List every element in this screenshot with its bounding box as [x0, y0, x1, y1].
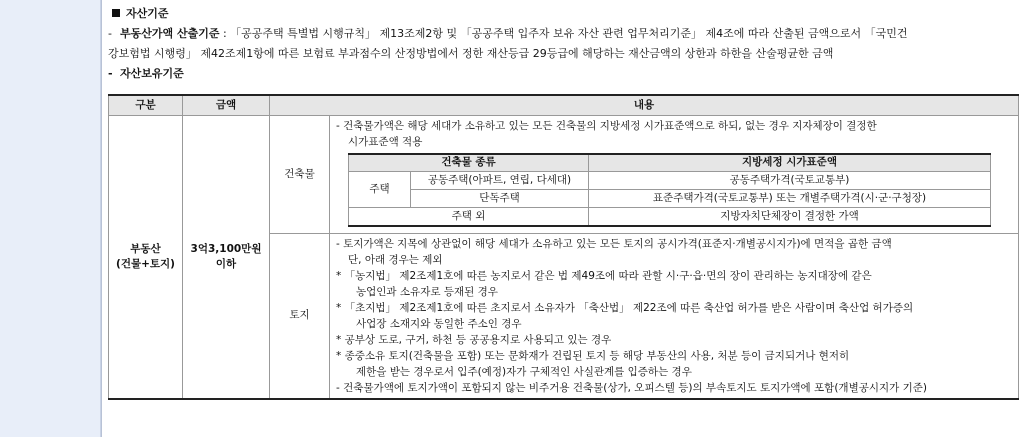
amount-line-1: 3억3,100만원	[190, 242, 262, 255]
land-description	[336, 236, 1012, 396]
sub-type-cell: 단독주택	[411, 190, 589, 208]
land-desc-line: - 토지가액은 지목에 상관없이 해당 세대가 소유하고 있는 모든 토지의 공시가격(표준지·개별공시지가)에 면적을 곱한 금액	[336, 237, 892, 250]
building-label: 건축물	[270, 115, 330, 233]
building-row	[109, 115, 1019, 233]
sub-standard-cell: 지방자치단체장이 결정한 가액	[589, 208, 991, 226]
section-heading	[108, 6, 169, 22]
document-content	[108, 0, 1018, 437]
sub-standard-cell: 표준주택가격(국토교통부) 또는 개별주택가격(시·군·구청장)	[589, 190, 991, 208]
asset-criteria-table	[108, 94, 1019, 400]
land-desc-line: 단, 아래 경우는 제외	[348, 253, 443, 266]
table-row	[349, 208, 991, 226]
building-content	[330, 115, 1019, 233]
category-line-2: (건물+토지)	[116, 257, 175, 270]
building-desc-1: - 건축물가액은 해당 세대가 소유하고 있는 모든 건축물의 지방세정 시가표준액으로 하되, 없는 경우 지자체장이 결정한	[336, 119, 877, 132]
header-content: 내용	[270, 95, 1019, 115]
land-desc-line: - 건축물가액에 토지가액이 포함되지 않는 비주거용 건축물(상가, 오피스텔 등)의 부속토지도 토지가액에 포함(개별공시지가 기준)	[336, 381, 927, 394]
table-header-row	[109, 95, 1019, 115]
land-desc-line: * 공부상 도로, 구거, 하천 등 공공용지로 사용되고 있는 경우	[336, 333, 612, 346]
amount-line-2: 이하	[215, 257, 237, 270]
category-line-1: 부동산	[130, 242, 161, 255]
land-desc-line: * 「초지법」 제2조제1호에 따른 초지로서 소유자가 「축산법」 제22조에 따른 축산업 허가를 받은 사람이며 축산업 허가증의	[336, 301, 914, 314]
valuation-basis-line-1: - 부동산가액 산출기준 : 「공공주택 특별법 시행규칙」 제13조제2항 및 「공공주택 입주자 보유 자산 관련 업무처리기준」 제4조에 따라 산출된 금액으로서 「국민건	[108, 27, 908, 40]
sub-header-standard: 지방세정 시가표준액	[589, 154, 991, 172]
land-desc-line: 제한을 받는 경우로서 입주(예정)자가 구체적인 사실관계를 입증하는 경우	[356, 365, 692, 378]
sub-type-cell: 주택 외	[349, 208, 589, 226]
header-amount: 금액	[183, 95, 270, 115]
valuation-basis-text-2: 강보험법 시행령」 제42조제1항에 따른 보험료 부과점수의 산정방법에서 정한 재산등급 29등급에 해당하는 재산금액의 상한과 하한을 산술평균한 금액	[108, 47, 834, 60]
land-desc-line: * 종중소유 토지(건축물을 포함) 또는 문화재가 건립된 토지 등 해당 부동산의 사용, 처분 등이 금지되거나 현저히	[336, 349, 850, 362]
sub-type-cell: 공동주택(아파트, 연립, 다세대)	[411, 172, 589, 190]
land-content	[330, 233, 1019, 399]
sub-header-type: 건축물 종류	[349, 154, 589, 172]
building-type-table	[348, 153, 991, 227]
sub-standard-cell: 공동주택가격(국토교통부)	[589, 172, 991, 190]
land-desc-line: 사업장 소재지와 동일한 주소인 경우	[356, 317, 522, 330]
valuation-basis-line-2	[108, 46, 833, 62]
asset-holding-label: 자산보유기준	[120, 67, 184, 80]
housing-label: 주택	[349, 172, 411, 208]
sub-header-row	[349, 154, 991, 172]
square-bullet-icon	[112, 9, 120, 17]
land-desc-line: * 「농지법」 제2조제1호에 따른 농지로서 같은 법 제49조에 따라 관할 시·구·읍·면의 장이 관리하는 농지대장에 같은	[336, 269, 872, 282]
land-label: 토지	[270, 233, 330, 399]
building-desc-2: 시가표준액 적용	[348, 135, 423, 148]
margin-divider	[101, 0, 102, 437]
asset-holding-heading: - 자산보유기준	[108, 67, 184, 80]
header-category: 구분	[109, 95, 183, 115]
land-desc-line: 농업인과 소유자로 등재된 경우	[356, 285, 498, 298]
category-cell	[109, 115, 183, 399]
table-row	[349, 172, 991, 190]
valuation-basis-label: 부동산가액 산출기준	[120, 27, 220, 40]
left-margin-band	[0, 0, 101, 437]
table-row	[349, 190, 991, 208]
amount-cell	[183, 115, 270, 399]
section-title: 자산기준	[126, 7, 169, 20]
valuation-basis-text-1: : 「공공주택 특별법 시행규칙」 제13조제2항 및 「공공주택 입주자 보유 자산 관련 업무처리기준」 제4조에 따라 산출된 금액으로서 「국민건	[219, 27, 908, 40]
